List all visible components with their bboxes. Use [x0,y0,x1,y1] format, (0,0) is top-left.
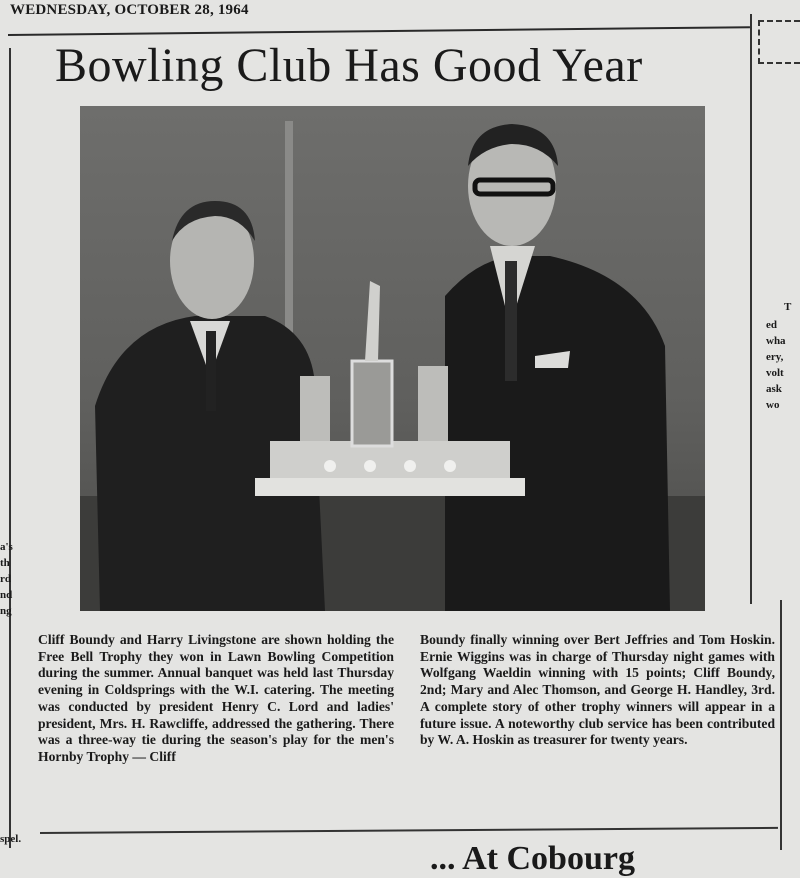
caption-column-right: Boundy finally winning over Bert Jeffries and Tom Hoskin. Ernie Wiggins was in charge of Thursday night games with Wolfgang Waeldin winning with 15 points; Cliff Boundy, 2nd; Mary and Alec Thomson, and George H. Handley, 3rd. A complete story of other trophy winners will appear in a future issue. A noteworthy club service has been contributed by W. A. Hoskin as treasurer for twenty years. [420,632,775,748]
left-fragment: spel. [0,833,22,845]
right-fragment: ed [766,319,777,331]
left-fragment: a's [0,541,13,553]
bottom-rule [40,827,778,834]
headline: Bowling Club Has Good Year [55,39,643,92]
next-headline-fragment: ... At Cobourg [430,840,635,877]
right-fragment: ery, [766,351,784,363]
right-fragment: T [784,301,792,313]
column-rule-right-lower [780,600,782,850]
caption-column-left: Cliff Boundy and Harry Livingstone are shown holding the Free Bell Trophy they won in Lawn Bowling Competition during the summer. Annual banquet was held last Thursday evening in Coldsprings with the W.I. catering. The meeting was conducted by president Henry C. Lord and ladies' president, Mrs. H. Rawcliffe, addressed the gathering. There was a three-way tie during the season's play for the men's Hornby Trophy — Cliff [38,632,394,764]
left-fragment: ng [0,605,12,617]
top-rule [8,26,750,36]
left-fragment: rd [0,573,11,585]
right-fragment: wo [766,399,780,411]
right-man [445,124,670,611]
column-rule-right [750,14,752,604]
adjacent-box [758,20,800,64]
column-rule-left [9,48,11,848]
left-fragment: th [0,557,10,569]
right-fragment: volt [766,367,784,379]
right-fragment: ask [766,383,782,395]
right-fragment: wha [766,335,786,347]
issue-date: WEDNESDAY, OCTOBER 28, 1964 [10,2,249,18]
photo-figures [80,106,705,611]
article-photo [80,106,705,611]
left-fragment: nd [0,589,13,601]
